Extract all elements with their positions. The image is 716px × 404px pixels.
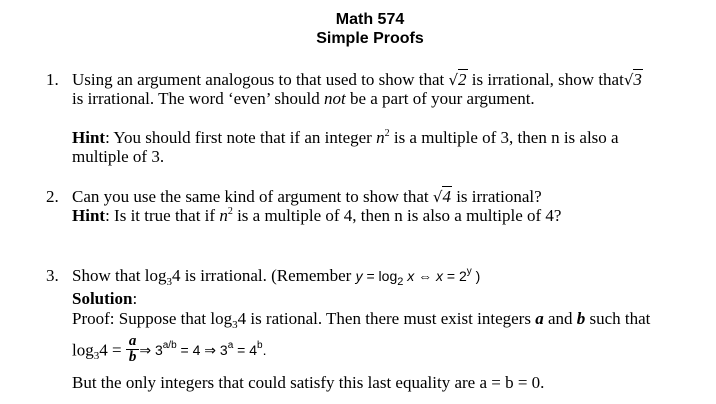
sqrt-4-radical: √4	[432, 187, 451, 206]
hint-text: : Is it true that if	[105, 206, 216, 225]
problem-3-line-1	[72, 266, 480, 288]
page-subtitle: Simple Proofs	[316, 30, 424, 47]
equation-chain: ⇒ $3^{a/b} = 4$ ⇒ $3^a = 4^b$.	[139, 340, 267, 359]
sqrt-2-radical: √2	[448, 70, 467, 89]
fraction-a-over-b: $\frac{a}{b}$	[126, 334, 140, 365]
problem-text: be a part of your argument.	[349, 89, 535, 108]
hint-label: Hint	[72, 206, 106, 225]
exponent: 2	[384, 128, 390, 139]
equation-text: 4 =	[99, 340, 122, 360]
proof-text: such that	[589, 309, 651, 328]
proof-text: and	[547, 309, 573, 328]
remember-formula: $y = \log_2 x$ ⇔ $x = 2^y$ )	[355, 266, 481, 288]
problem-2-hint	[72, 206, 561, 228]
variable-b: b	[576, 309, 586, 328]
problem-number: 3.	[46, 266, 59, 285]
problem-text: Using an argument analogous to that used to show that	[72, 70, 445, 89]
subscript: 3	[166, 276, 172, 288]
subscript: 3	[93, 350, 100, 363]
solution-label: Solution:	[72, 289, 138, 308]
problem-text: Show that log	[72, 266, 167, 285]
final-statement: But the only integers that could satisfy this last equality are a = b = 0.	[72, 373, 545, 392]
variable-n: n	[376, 128, 385, 147]
problem-1-hint-line-2: multiple of 3.	[72, 147, 165, 166]
variable-a: a	[535, 309, 544, 328]
hint-text: : You should first note that if an integer	[105, 128, 372, 147]
problem-2-line-1	[72, 187, 542, 207]
hint-label: Hint	[72, 128, 106, 147]
proof-text: 4 is rational. Then there must exist integers	[237, 309, 531, 328]
problem-number: 2.	[46, 187, 59, 206]
equation-text: log	[72, 340, 94, 360]
hint-text: is a multiple of 4, then n is also a multiple of 4?	[237, 206, 562, 225]
problem-text: is irrational. The word ‘even’ should	[72, 89, 320, 108]
proof-line	[72, 309, 650, 331]
problem-1-line-1	[72, 70, 643, 90]
variable-n: n	[219, 206, 228, 225]
equation-line	[72, 333, 267, 367]
problem-text: is irrational, show that	[471, 70, 624, 89]
problem-text: is irrational?	[456, 187, 542, 206]
course-title: Math 574	[335, 11, 405, 28]
exponent: 2	[227, 206, 233, 217]
proof-text: Proof: Suppose that log	[72, 309, 233, 328]
problem-text: 4 is irrational. (Remember	[171, 266, 352, 285]
problem-1-line-2	[72, 89, 535, 108]
sqrt-3-radical: √3	[623, 70, 642, 89]
problem-text: Can you use the same kind of argument to show that	[72, 187, 429, 206]
problem-number: 1.	[46, 70, 59, 89]
subscript: 3	[232, 319, 238, 331]
emphasis-text: not	[323, 89, 346, 108]
hint-text: is a multiple of 3, then n is also a	[393, 128, 619, 147]
